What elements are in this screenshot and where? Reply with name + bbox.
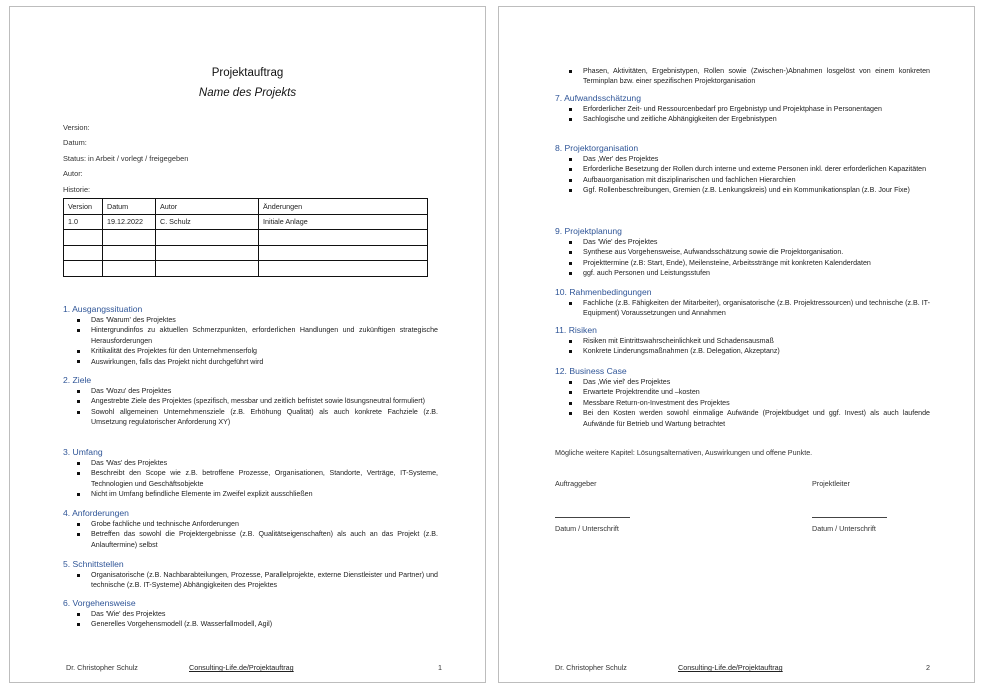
meta-version: Version: — [63, 123, 90, 132]
list-item: Phasen, Aktivitäten, Ergebnistypen, Rollen sowie (Zwischen-)Abnahmen losgelöst von einem konkreten Terminplan bzw. einer spezifischen Projektorganisation — [583, 67, 930, 86]
section-heading: 6. Vorgehensweise — [63, 598, 136, 608]
meta-autor: Autor: — [63, 169, 83, 178]
cell-autor — [156, 261, 259, 277]
list-item: Sachlogische und zeitliche Abhängigkeiten der Ergebnistypen — [583, 114, 930, 124]
meta-status: Status: in Arbeit / vorlegt / freigegeben — [63, 154, 189, 163]
bullet-list — [63, 570, 438, 591]
bullet-list — [555, 104, 930, 125]
list-item: Projekttermine (z.B: Start, Ende), Meilensteine, Arbeitsstränge mit konkreten Kalenderdaten — [583, 258, 930, 268]
list-item: Das ‚Wie viel' des Projektes — [583, 377, 930, 387]
section-business-case — [555, 366, 930, 429]
section-heading: 4. Anforderungen — [63, 508, 129, 518]
history-table — [63, 198, 428, 277]
footer-link[interactable]: Consulting-Life.de/Projektauftrag — [189, 663, 294, 672]
cell-aenderungen — [259, 245, 428, 261]
header-datum: Datum — [103, 199, 156, 215]
bullet-list — [555, 237, 930, 279]
section-anforderungen — [63, 508, 438, 550]
section-risiken — [555, 325, 930, 357]
page-number: 1 — [438, 663, 442, 672]
list-item: Synthese aus Vorgehensweise, Aufwandsschätzung sowie die Projektorganisation. — [583, 247, 930, 257]
bullet-list — [63, 458, 438, 500]
list-item: Erforderliche Besetzung der Rollen durch interne und externe Personen inkl. derer erforderlichen Kapazitäten — [583, 164, 930, 174]
list-item: Erforderlicher Zeit- und Ressourcenbedarf pro Ergebnistyp und Projektphase in Personentagen — [583, 104, 930, 114]
further-chapters-note: Mögliche weitere Kapitel: Lösungsalternativen, Auswirkungen und offene Punkte. — [555, 448, 813, 457]
list-item: Das 'Wozu' des Projektes — [91, 386, 438, 396]
cell-version — [64, 230, 103, 246]
section-ausgangssituation — [63, 304, 438, 367]
list-item: Messbare Return-on-Investment des Projektes — [583, 398, 930, 408]
table-row — [64, 245, 428, 261]
list-item: Kritikalität des Projektes für den Unternehmenserfolg — [91, 346, 438, 356]
footer-link[interactable]: Consulting-Life.de/Projektauftrag — [678, 663, 783, 672]
bullet-list — [63, 386, 438, 428]
cell-aenderungen — [259, 261, 428, 277]
cell-autor: C. Schulz — [156, 214, 259, 230]
document-page-2 — [498, 6, 975, 683]
table-row — [64, 230, 428, 246]
list-item: Ggf. Rollenbeschreibungen, Gremien (z.B. Lenkungskreis) und ein Kommunikationsplan (z.B. Jour Fixe) — [583, 185, 930, 195]
section-heading: 8. Projektorganisation — [555, 143, 639, 153]
list-item: Das 'Warum' des Projektes — [91, 315, 438, 325]
section-vorgehensweise-continued — [555, 66, 930, 87]
meta-datum: Datum: — [63, 138, 87, 147]
list-item: Aufbauorganisation mit disziplinarischen und fachlichen Hierarchien — [583, 175, 930, 185]
cell-autor — [156, 230, 259, 246]
section-aufwandsschaetzung — [555, 93, 930, 125]
list-item: Das 'Wie' des Projektes — [583, 237, 930, 247]
list-item: Nicht im Umfang befindliche Elemente im Zweifel explizit ausschließen — [91, 489, 438, 499]
list-item: Das 'Was' des Projektes — [91, 458, 438, 468]
cell-datum — [103, 245, 156, 261]
cell-version: 1.0 — [64, 214, 103, 230]
cell-datum: 19.12.2022 — [103, 214, 156, 230]
signature-line-right — [812, 517, 887, 518]
list-item: Fachliche (z.B. Fähigkeiten der Mitarbeiter), organisatorische (z.B. Projektressourcen) und technische (z.B. IT-Equipment) Voraussetzungen und Annahmen — [583, 299, 930, 318]
signature-line-left — [555, 517, 630, 518]
section-heading: 12. Business Case — [555, 366, 627, 376]
document-page-1 — [9, 6, 486, 683]
section-heading: 11. Risiken — [555, 325, 597, 335]
list-item: Das ‚Wer' des Projektes — [583, 154, 930, 164]
bullet-list — [555, 66, 930, 87]
footer-link-wrapper — [678, 663, 783, 672]
header-aenderungen: Änderungen — [259, 199, 428, 215]
history-table-header — [64, 199, 428, 215]
section-vorgehensweise — [63, 598, 438, 630]
section-schnittstellen — [63, 559, 438, 591]
cell-datum — [103, 261, 156, 277]
section-heading: 10. Rahmenbedingungen — [555, 287, 652, 297]
signature-caption-right: Datum / Unterschrift — [812, 524, 876, 533]
cell-datum — [103, 230, 156, 246]
bullet-list — [63, 315, 438, 367]
list-item: Beschreibt den Scope wie z.B. betroffene Prozesse, Organisationen, Standorte, Verträge, IT-Systeme, Technologien und Geschäftsobjekte — [91, 469, 438, 488]
bullet-list — [555, 154, 930, 196]
cell-autor — [156, 245, 259, 261]
list-item: Das 'Wie' des Projektes — [91, 609, 438, 619]
header-autor: Autor — [156, 199, 259, 215]
footer-author: Dr. Christopher Schulz — [555, 663, 627, 672]
bullet-list — [555, 336, 930, 357]
list-item: Erwartete Projektrendite und –kosten — [583, 387, 930, 397]
list-item: ggf. auch Personen und Leistungsstufen — [583, 268, 930, 278]
section-heading: 3. Umfang — [63, 447, 103, 457]
list-item: Bei den Kosten werden sowohl einmalige Aufwände (Projektbudget und ggf. Invest) als auch laufende Aufwände für Betrieb und Wartung betrachtet — [583, 409, 930, 428]
list-item: Konkrete Linderungsmaßnahmen (z.B. Delegation, Akzeptanz) — [583, 346, 930, 356]
document-title: Projektauftrag — [211, 67, 284, 79]
cell-version — [64, 261, 103, 277]
bullet-list — [63, 609, 438, 630]
table-row — [64, 214, 428, 230]
section-projektorganisation — [555, 143, 930, 196]
cell-version — [64, 245, 103, 261]
cell-aenderungen — [259, 230, 428, 246]
list-item: Angestrebte Ziele des Projektes (spezifisch, messbar und zeitlich befristet sowie lösungsneutral formuliert) — [91, 396, 438, 406]
signature-role-right: Projektleiter — [812, 479, 850, 488]
list-item: Sowohl allgemeinen Unternehmensziele (z.B. Erhöhung Qualität) als auch konkrete Fachziele (z.B. Umsetzung regulatorischer Anforderung XY) — [91, 407, 438, 427]
list-item: Grobe fachliche und technische Anforderungen — [91, 519, 438, 529]
section-ziele — [63, 375, 438, 428]
document-subtitle: Name des Projekts — [198, 87, 297, 99]
signature-role-left: Auftraggeber — [555, 479, 597, 488]
footer-link-wrapper — [189, 663, 294, 672]
page-number: 2 — [926, 663, 930, 672]
section-heading: 1. Ausgangssituation — [63, 304, 143, 314]
list-item: Auswirkungen, falls das Projekt nicht durchgeführt wird — [91, 357, 438, 367]
section-heading: 5. Schnittstellen — [63, 559, 124, 569]
section-heading: 2. Ziele — [63, 375, 92, 385]
bullet-list — [63, 519, 438, 550]
header-version: Version — [64, 199, 103, 215]
table-row — [64, 261, 428, 277]
bullet-list — [555, 298, 930, 319]
list-item: Betreffen das sowohl die Projektergebnisse (z.B. Qualitätseigenschaften) als auch an das Projekt (z.B. Anlauftermine) selbst — [91, 530, 438, 549]
section-projektplanung — [555, 226, 930, 279]
bullet-list — [555, 377, 930, 429]
section-heading: 7. Aufwandsschätzung — [555, 93, 641, 103]
section-rahmenbedingungen — [555, 287, 930, 319]
meta-historie: Historie: — [63, 185, 91, 194]
list-item: Hintergrundinfos zu aktuellen Schmerzpunkten, erforderlichen Handlungen und zukünftigen strategische Herausforderungen — [91, 326, 438, 345]
footer-author: Dr. Christopher Schulz — [66, 663, 138, 672]
list-item: Risiken mit Eintrittswahrscheinlichkeit und Schadensausmaß — [583, 336, 930, 346]
cell-aenderungen: Initiale Anlage — [259, 214, 428, 230]
signature-caption-left: Datum / Unterschrift — [555, 524, 619, 533]
section-umfang — [63, 447, 438, 500]
list-item: Organisatorische (z.B. Nachbarabteilungen, Prozesse, Parallelprojekte, externe Dienstleister und Partner) und technische (z.B. IT-Systeme) Abhängigkeiten des Projektes — [91, 571, 438, 590]
list-item: Generelles Vorgehensmodell (z.B. Wasserfallmodell, Agil) — [91, 619, 438, 629]
section-heading: 9. Projektplanung — [555, 226, 622, 236]
